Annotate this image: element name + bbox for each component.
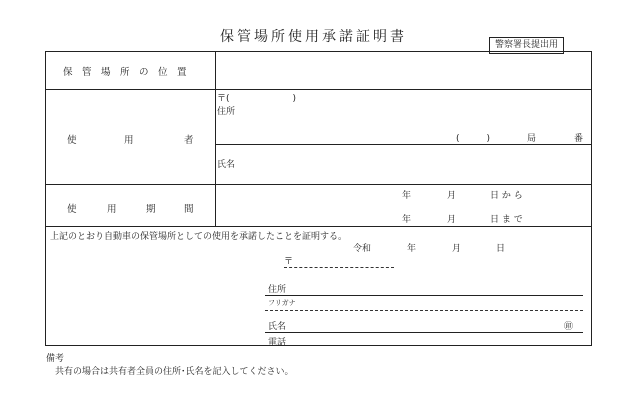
period-to-month: 月 bbox=[447, 215, 457, 225]
user-label-char-1: 使 bbox=[67, 135, 77, 146]
postal-code-field[interactable] bbox=[284, 267, 394, 268]
furigana-label: フリガナ bbox=[268, 299, 296, 307]
period-from-month: 月 bbox=[447, 191, 457, 201]
user-postal-code[interactable]: 〒( ) bbox=[217, 94, 297, 104]
submission-stamp-box: 警察署長提出用 bbox=[489, 37, 564, 54]
certify-month: 月 bbox=[452, 244, 462, 254]
row-divider bbox=[45, 226, 592, 227]
user-name-label: 氏名 bbox=[217, 160, 236, 170]
certify-day: 日 bbox=[496, 244, 506, 254]
period-from-day: 日 か ら bbox=[490, 191, 523, 201]
remarks-text: 共有の場合は共有者全員の住所･氏名を記入してください。 bbox=[55, 367, 294, 377]
certify-era: 令和 bbox=[353, 244, 372, 254]
period-from-year: 年 bbox=[402, 191, 412, 201]
row-divider bbox=[45, 184, 592, 185]
certifier-phone-label: 電話 bbox=[268, 338, 287, 348]
address-field-line[interactable] bbox=[265, 295, 583, 296]
seal-mark-icon: ㊞ bbox=[564, 322, 574, 332]
user-address-label: 住所 bbox=[217, 107, 236, 117]
user-phone-ban: 番 bbox=[574, 134, 584, 144]
location-label: 保 管 場 所 の 位 置 bbox=[63, 67, 187, 78]
period-to-year: 年 bbox=[402, 215, 412, 225]
period-label-char-1: 使 bbox=[67, 204, 77, 215]
row-divider bbox=[215, 144, 592, 145]
furigana-field[interactable] bbox=[265, 310, 583, 311]
certifier-postal-mark: 〒 bbox=[284, 257, 294, 267]
user-phone-area[interactable]: ( ) bbox=[456, 134, 491, 144]
period-to-day: 日 ま で bbox=[490, 215, 523, 225]
location-field[interactable] bbox=[217, 52, 591, 88]
remarks-label: 備考 bbox=[46, 354, 65, 364]
certifier-name-label: 氏名 bbox=[268, 322, 287, 332]
period-label-char-3: 期 bbox=[146, 204, 156, 215]
user-phone-kyoku: 局 bbox=[527, 134, 537, 144]
user-label-char-3: 者 bbox=[184, 135, 194, 146]
certification-statement: 上記のとおり自動車の保管場所としての使用を承諾したことを証明する。 bbox=[50, 232, 348, 242]
period-label-char-2: 用 bbox=[107, 204, 117, 215]
user-label-char-2: 用 bbox=[124, 135, 134, 146]
certify-year: 年 bbox=[407, 244, 417, 254]
period-label-char-4: 間 bbox=[184, 204, 194, 215]
document-title: 保管場所使用承諾証明書 bbox=[220, 29, 407, 45]
row-divider bbox=[45, 89, 592, 90]
name-field-line[interactable] bbox=[265, 332, 583, 333]
column-divider bbox=[215, 51, 216, 226]
certifier-address-label: 住所 bbox=[268, 285, 287, 295]
